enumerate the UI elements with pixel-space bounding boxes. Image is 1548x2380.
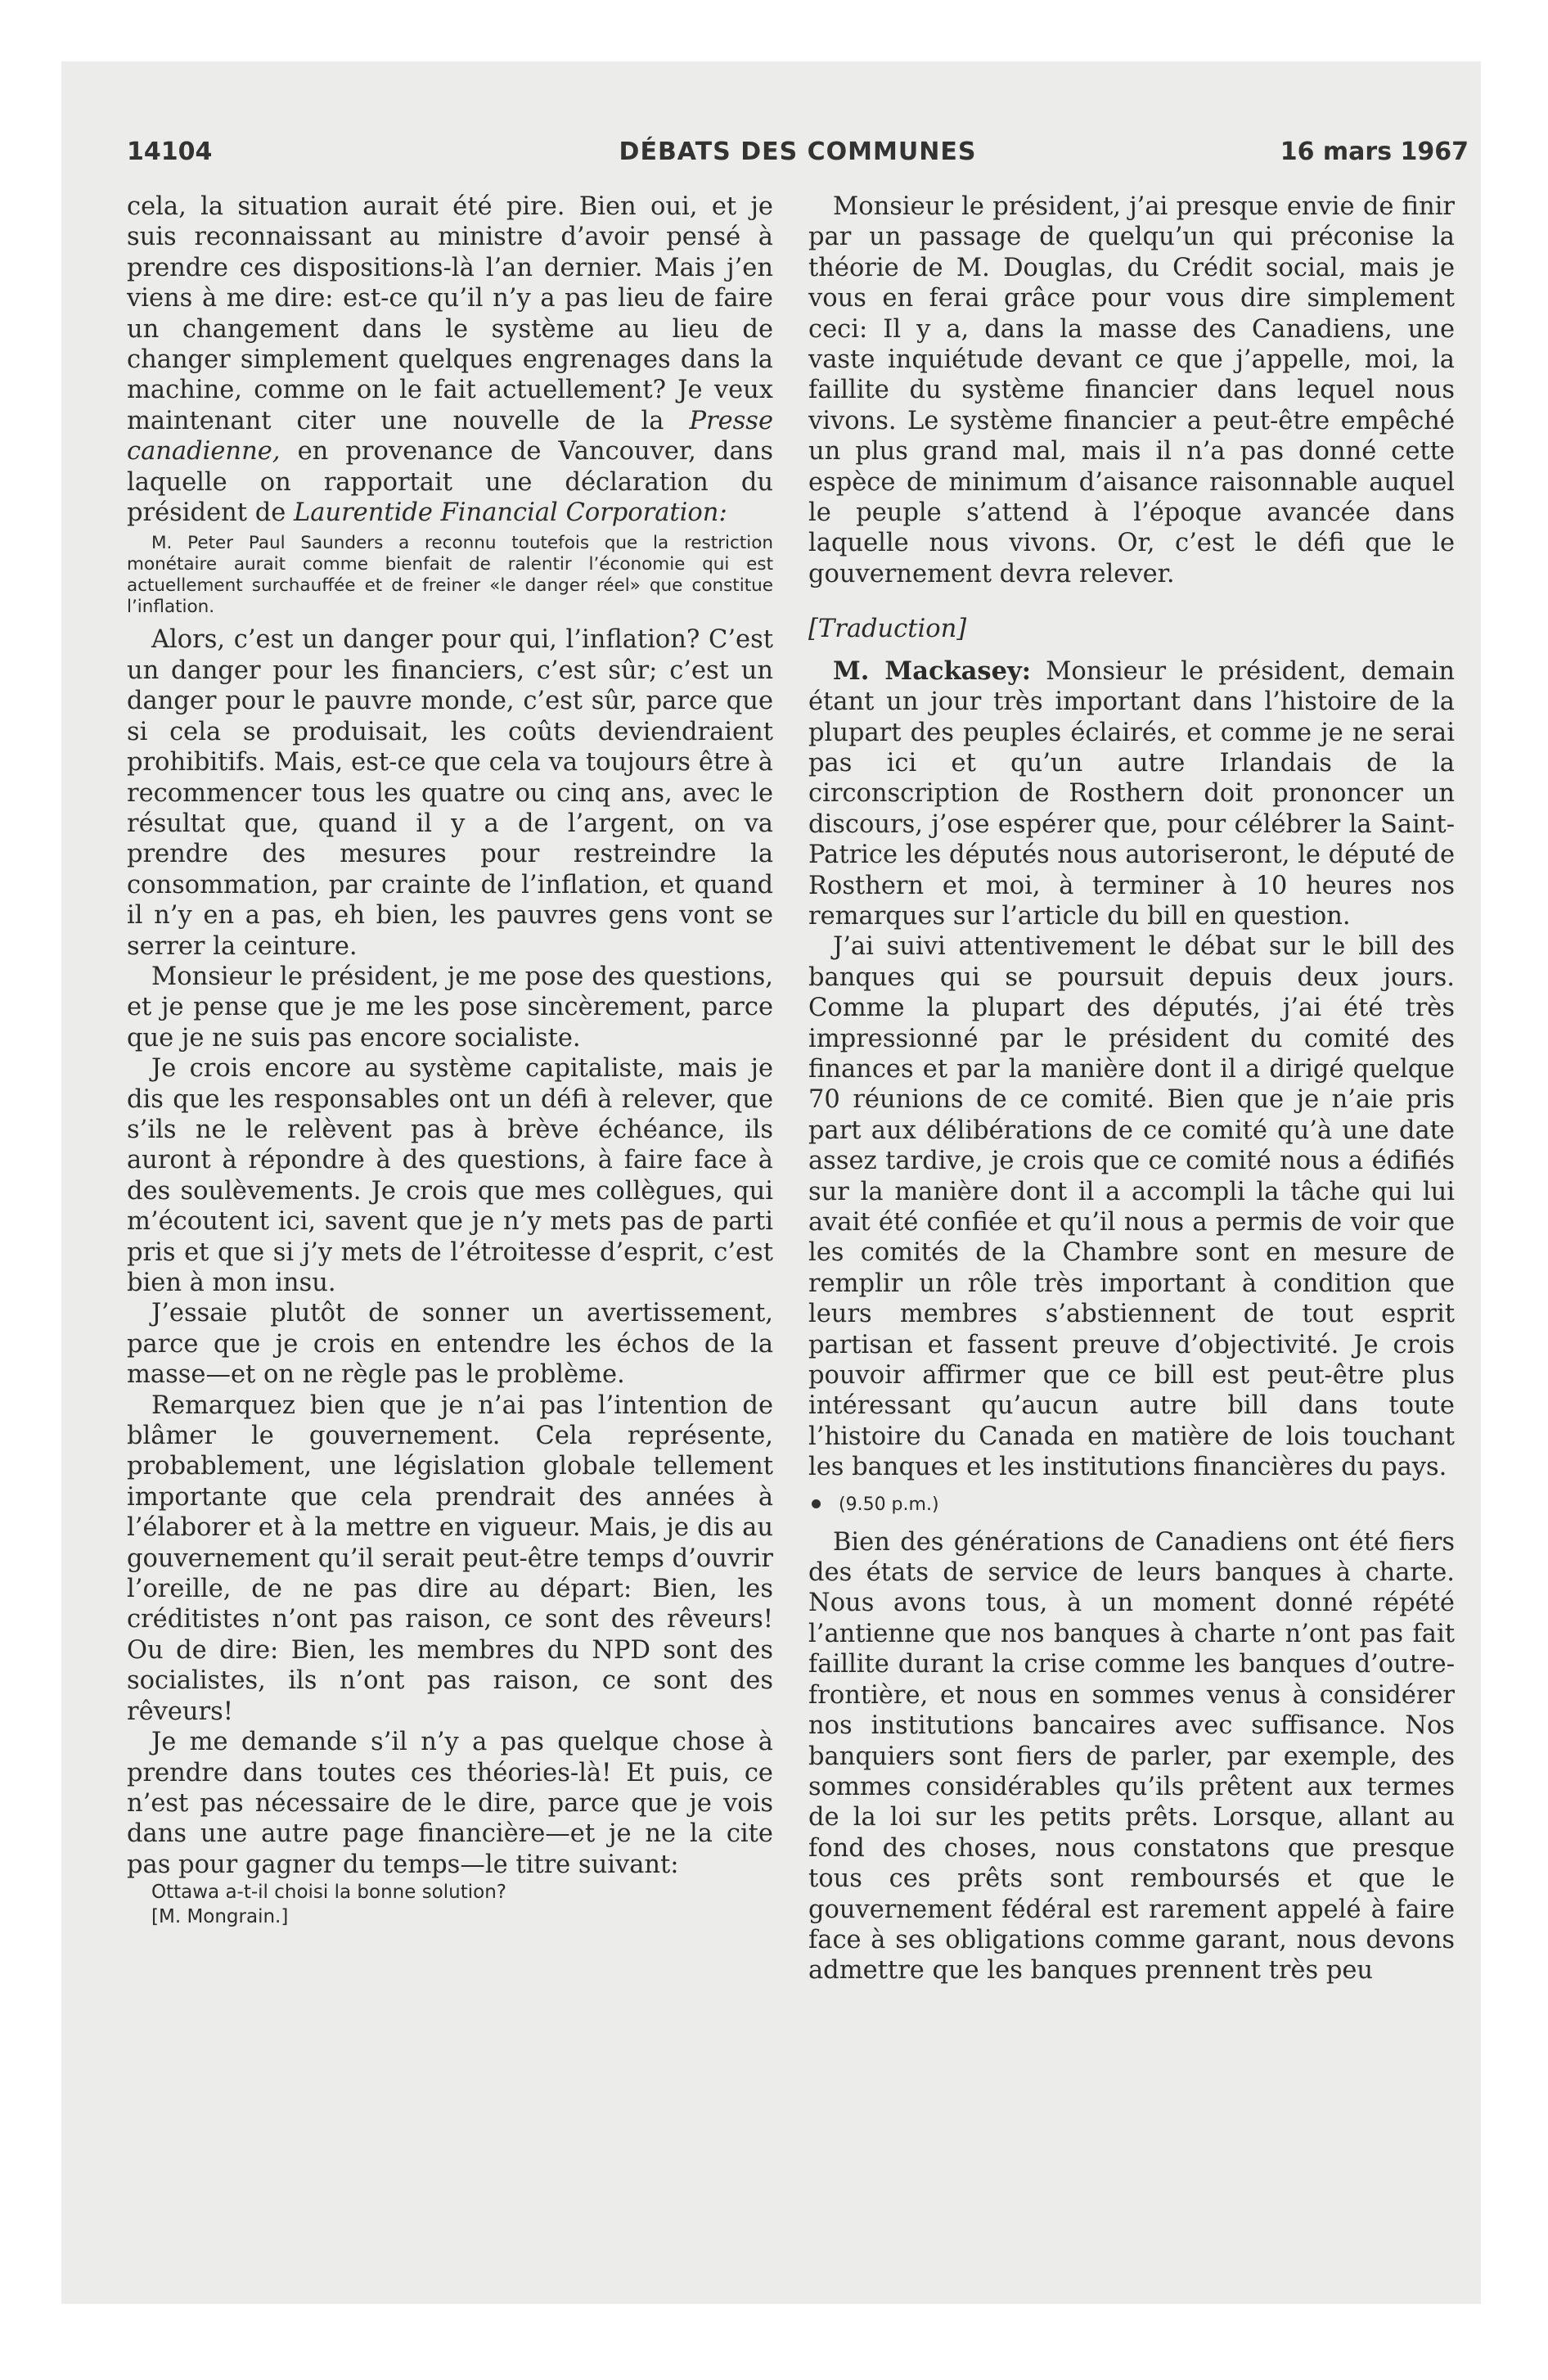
left-paragraph-7: Je me demande s’il n’y a pas quelque chose à prendre dans toutes ces théories-là! Et puis, ce n’est pas nécessaire de le dire, parce que je vois dans une autre page financière—et je ne la cite pas pour gagner du temps—le titre suivant:	[127, 1728, 773, 1879]
right-paragraph-1: Monsieur le président, j’ai presque envie de finir par un passage de quelqu’un qui préconise la théorie de M. Douglas, du Crédit social, mais je vous en ferai grâce pour vous dire simplement ceci: Il y a, dans la masse des Canadiens, une vaste inquiétude devant ce que j’appelle, moi, la faillite du système financier dans lequel nous vivons. Le système financier a peut-être empêché un plus grand mal, mais il n’a pas donné cette espèce de minimum d’aisance raisonnable auquel le peuple s’attend à l’époque avancée dans laquelle nous vivons. Or, c’est le défi que le gouvernement devra relever.	[808, 192, 1455, 588]
time-stamp	[808, 1493, 1455, 1517]
time-text: (9.50 p.m.)	[839, 1494, 939, 1515]
paragraph-text: Monsieur le président, demain étant un jour très important dans l’histoire de la plupart des peuples éclairés, et comme je ne serai pas ici et qu’un autre Irlandais de la circonscription de Rosthern doit prononcer un discours, j’ose espérer que, pour célébrer la Saint-Patrice les députés nous autoriseront, le député de Rosthern et moi, à terminer à 10 heures nos remarques sur l’article du bill en question.	[808, 656, 1456, 931]
left-paragraph-5: J’essaie plutôt de sonner un avertissement, parce que je crois en entendre les échos de la masse—et on ne règle pas le problème.	[127, 1299, 773, 1390]
page-header	[127, 137, 1469, 174]
italic-company: Laurentide Financial Corporation:	[294, 498, 727, 528]
speaker-name: M. Mackasey:	[833, 656, 1031, 686]
paragraph-text: cela, la situation aurait été pire. Bien oui, et je suis reconnaissant au ministre d’avoir pensé à prendre ces dispositions-là l’an dernier. Mais j’en viens à me dire: est-ce qu’il n’y a pas lieu de faire un changement dans le système au lieu de changer simplement quelques engrenages dans la machine, comme on le fait actuellement? Je veux maintenant citer une nouvelle de la	[127, 192, 773, 435]
left-paragraph-3: Monsieur le président, je me pose des questions, et je pense que je me les pose sincèrement, parce que je ne suis pas encore socialiste.	[127, 962, 773, 1053]
left-paragraph-6: Remarquez bien que je n’ai pas l’intention de blâmer le gouvernement. Cela représente, probablement, une législation globale tellement importante que cela prendrait des années à l’élaborer et à la mettre en vigueur. Mais, je dis au gouvernement qu’il serait peut-être temps d’ouvrir l’oreille, de ne pas dire au départ: Bien, les créditistes n’ont pas raison, ce sont des rêveurs! Ou de dire: Bien, les membres du NPD sont des socialistes, ils n’ont pas raison, ce sont des rêveurs!	[127, 1391, 773, 1726]
page-date: 16 mars 1967	[1280, 137, 1469, 166]
right-column	[808, 192, 1455, 1986]
right-paragraph-4: Bien des générations de Canadiens ont été fiers des états de service de leurs banques à charte. Nous avons tous, à un moment donné répété l’antienne que nos banques à charte n’ont pas fait faillite durant la crise comme les banques d’outre-frontière, et nous en sommes venus à considérer nos institutions bancaires avec suffisance. Nos banquiers sont fiers de parler, par exemple, des sommes considérables qu’ils prêtent aux termes de la loi sur les petits prêts. Lorsque, allant au fond des choses, nous constatons que presque tous ces prêts sont remboursés et que le gouvernement fédéral est rarement appelé à faire face à ses obligations comme garant, nous devons admettre que les banques prennent très peu	[808, 1527, 1455, 1986]
speaker-attribution: [M. Mongrain.]	[151, 1906, 289, 1928]
left-paragraph-2: Alors, c’est un danger pour qui, l’inflation? C’est un danger pour les financiers, c’est sûr; c’est un danger pour le pauvre monde, c’est sûr, parce que si cela se produisait, les coûts deviendraient prohibitifs. Mais, est-ce que cela va toujours être à recommencer tous les quatre ou cinq ans, avec le résultat que, quand il y a de l’argent, on va prendre des mesures pour restreindre la consommation, par crainte de l’inflation, et quand il n’y en a pas, eh bien, les pauvres gens vont se serrer la ceinture.	[127, 625, 773, 961]
running-title: DÉBATS DES COMMUNES	[619, 137, 977, 166]
bullet-icon	[812, 1499, 821, 1508]
quoted-headline: Ottawa a-t-il choisi la bonne solution?	[151, 1882, 506, 1904]
left-paragraph-1	[127, 192, 773, 528]
right-paragraph-2	[808, 656, 1455, 932]
quoted-excerpt: M. Peter Paul Saunders a reconnu toutefois que la restriction monétaire aurait comme bienfait de ralentir l’économie qui est actuellement surchauffée et de freiner «le danger réel» que constitue l’inflation.	[127, 533, 773, 618]
translation-marker	[808, 614, 1455, 644]
translation-label: [Traduction]	[808, 615, 967, 644]
paragraph-text: en provenance de Vancouver, dans laquelle on rapportait une déclaration du président de	[127, 437, 773, 528]
italic-source: Presse canadienne,	[127, 406, 773, 467]
left-paragraph-4: Je crois encore au système capitaliste, mais je dis que les responsables ont un défi à relever, que s’ils ne le relèvent pas à brève échéance, ils auront à répondre à des questions, à faire face à des soulèvements. Je crois que mes collègues, qui m’écoutent ici, savent que je n’y mets pas de parti pris et que si j’y mets de l’étroitesse d’esprit, c’est bien à mon insu.	[127, 1054, 773, 1297]
left-column	[127, 192, 773, 1929]
page-number: 14104	[127, 137, 213, 166]
right-paragraph-3: J’ai suivi attentivement le débat sur le bill des banques qui se poursuit depuis deux jours. Comme la plupart des députés, j’ai été très impressionné par le président du comité des finances et par la manière dont il a dirigé quelque 70 réunions de ce comité. Bien que je n’aie pris part aux délibérations de ce comité qu’à une date assez tardive, je crois que ce comité nous a édifiés sur la manière dont il a accompli la tâche qui lui avait été confiée et qu’il nous a permis de voir que les comités de la Chambre sont en mesure de remplir un rôle très important à condition que leurs membres s’abstiennent de tout esprit partisan et fassent preuve d’objectivité. Je crois pouvoir affirmer que ce bill est peut-être plus intéressant qu’aucun autre bill dans toute l’histoire du Canada en matière de lois touchant les banques et les institutions financières du pays.	[808, 932, 1455, 1482]
